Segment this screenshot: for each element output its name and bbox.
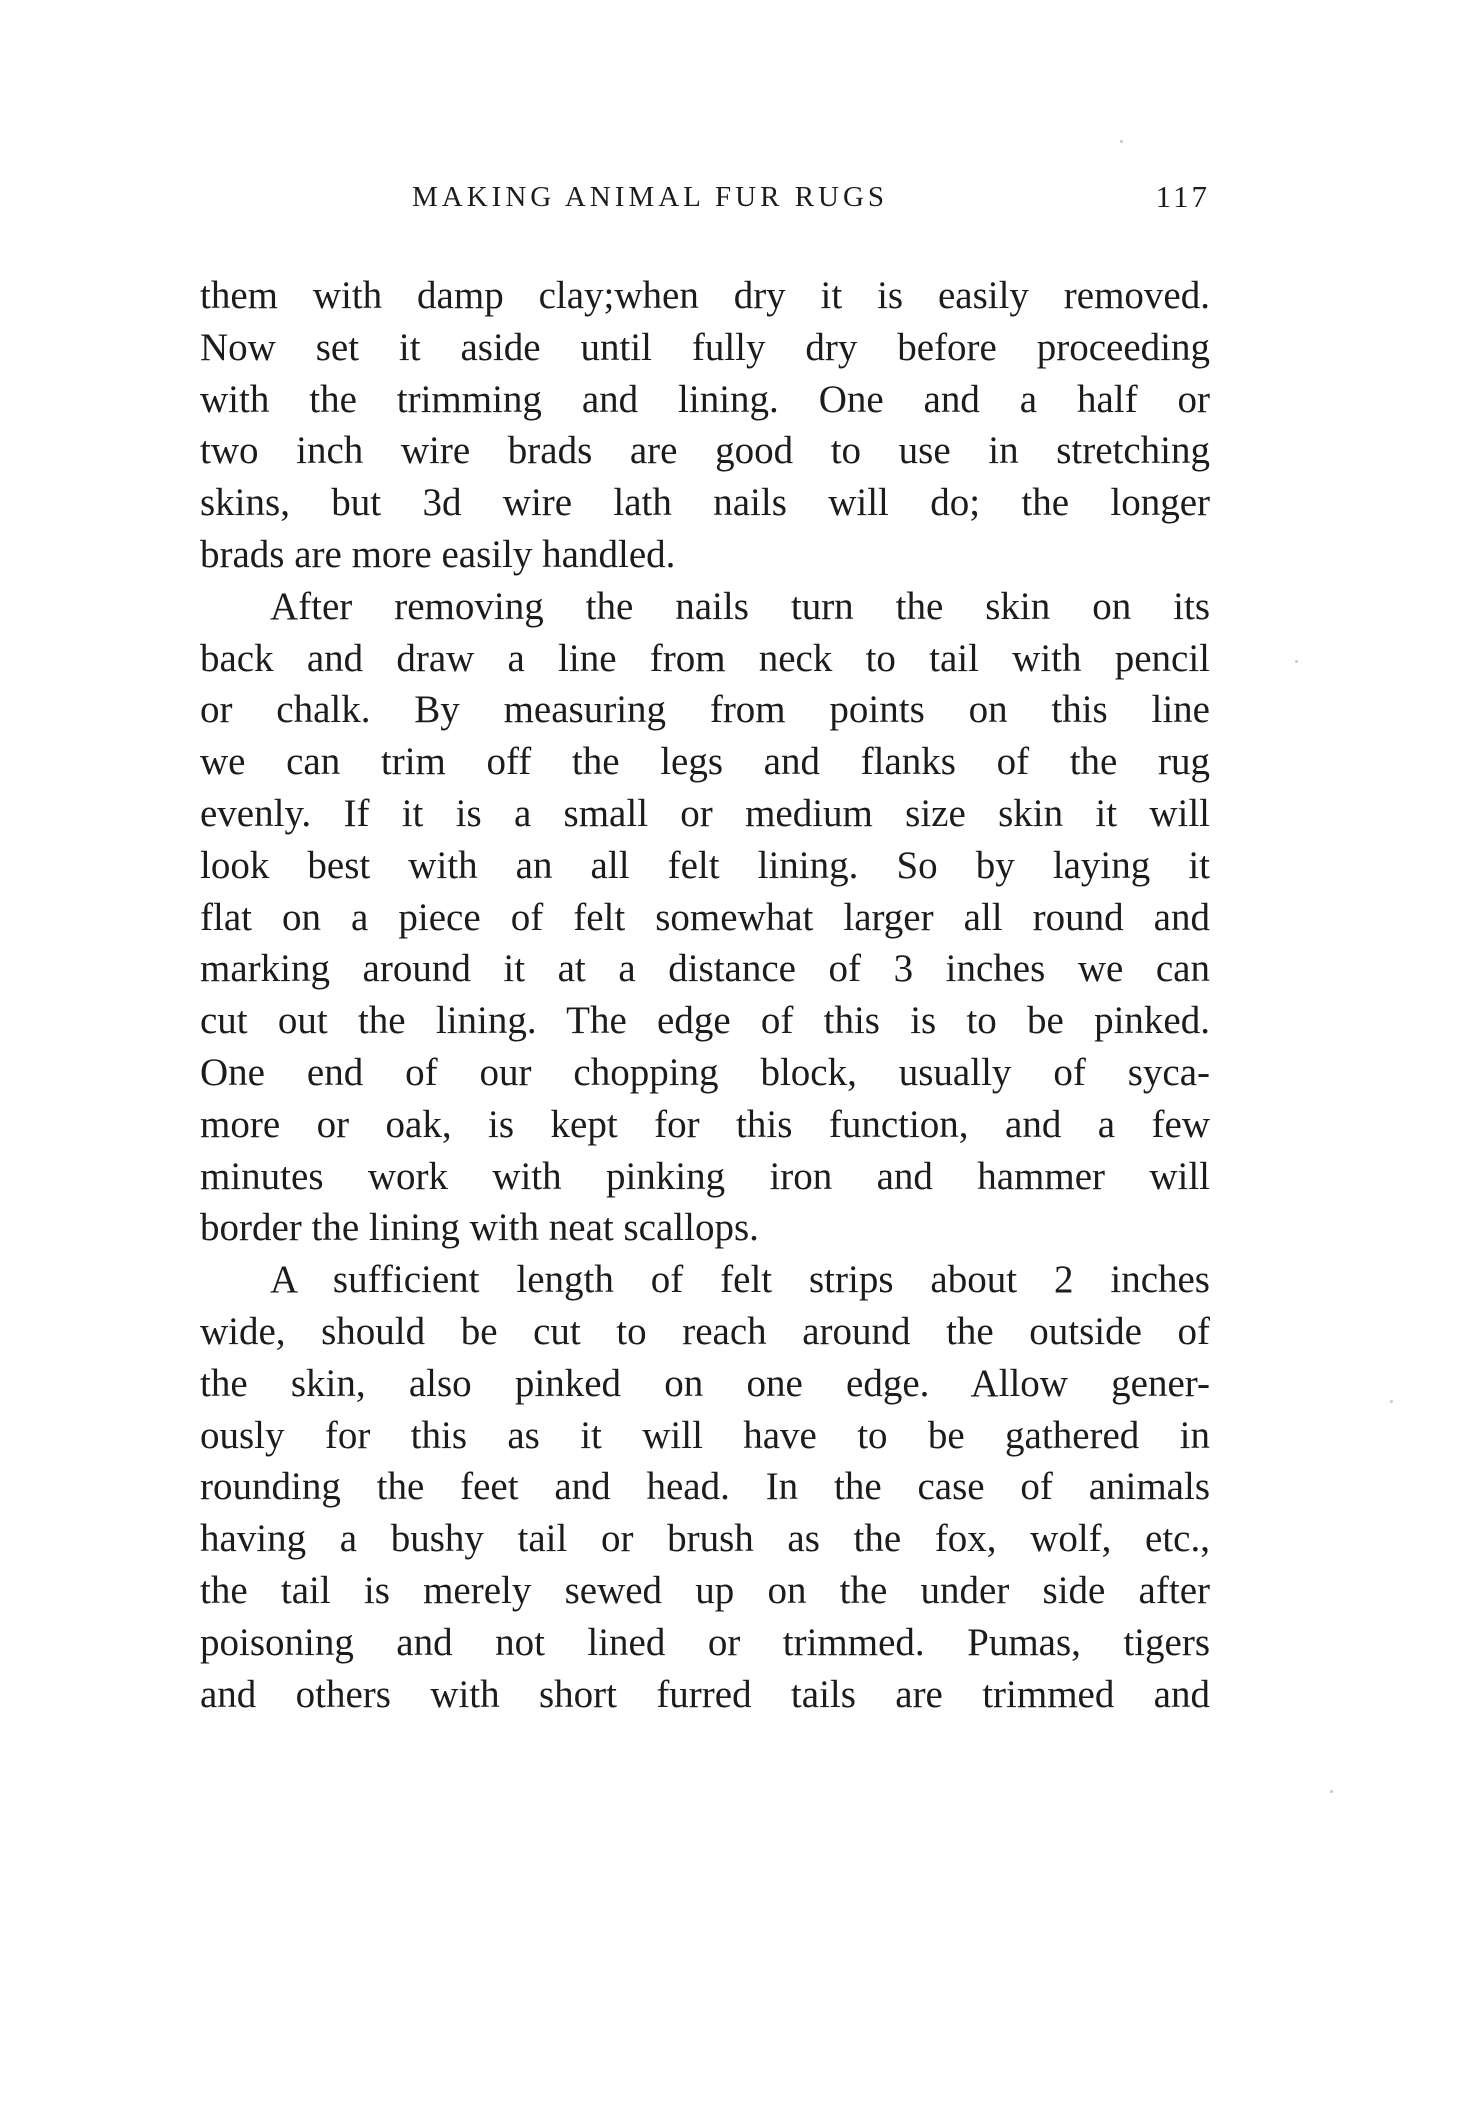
text-line: back and draw a line from neck to tail with pencil (200, 636, 1210, 680)
text-line: we can trim off the legs and flanks of the rug (200, 740, 1210, 784)
text-line: A sufficient length of felt strips about 2 inches (270, 1258, 1210, 1302)
text-line: with the trimming and lining. One and a half or (200, 377, 1210, 421)
text-line: brads are more easily handled. (200, 532, 676, 576)
text-line: or chalk. By measuring from points on this line (200, 688, 1210, 732)
paragraph-2 (200, 581, 1210, 1254)
text-line: the skin, also pinked on one edge. Allow gener- (200, 1361, 1210, 1405)
text-line: minutes work with pinking iron and hammer will (200, 1154, 1210, 1198)
running-title: MAKING ANIMAL FUR RUGS (412, 181, 889, 213)
page-number: 117 (1155, 179, 1210, 214)
text-line: border the lining with neat scallops. (200, 1206, 759, 1250)
paper-speck (1295, 660, 1298, 663)
text-line: After removing the nails turn the skin on its (270, 584, 1210, 628)
text-line: skins, but 3d wire lath nails will do; the longer (200, 481, 1210, 525)
running-head (200, 172, 1210, 222)
text-line: marking around it at a distance of 3 inches we can (200, 947, 1210, 991)
text-line: One end of our chopping block, usually of syca- (200, 1050, 1210, 1094)
paragraph-3 (200, 1254, 1210, 1720)
text-line: the tail is merely sewed up on the under side after (200, 1568, 1210, 1612)
text-line: and others with short furred tails are trimmed and (200, 1672, 1210, 1716)
paper-speck (1120, 140, 1123, 143)
paper-speck (1330, 1790, 1333, 1793)
text-line: cut out the lining. The edge of this is to be pinked. (200, 999, 1210, 1043)
text-line: more or oak, is kept for this function, and a few (200, 1102, 1210, 1146)
text-line: having a bushy tail or brush as the fox, wolf, etc., (200, 1517, 1210, 1561)
paragraph-1 (200, 270, 1210, 581)
text-line: two inch wire brads are good to use in stretching (200, 429, 1210, 473)
text-line: poisoning and not lined or trimmed. Pumas, tigers (200, 1620, 1210, 1664)
text-line: Now set it aside until fully dry before proceeding (200, 325, 1210, 369)
paper-speck (1390, 1400, 1393, 1403)
text-line: evenly. If it is a small or medium size skin it will (200, 791, 1210, 835)
text-line: rounding the feet and head. In the case of animals (200, 1465, 1210, 1509)
body-text (200, 270, 1210, 1720)
text-line: look best with an all felt lining. So by laying it (200, 843, 1210, 887)
text-line: them with damp clay;when dry it is easily removed. (200, 274, 1210, 317)
text-line: ously for this as it will have to be gathered in (200, 1413, 1210, 1457)
text-line: flat on a piece of felt somewhat larger all round and (200, 895, 1210, 939)
text-line: wide, should be cut to reach around the outside of (200, 1309, 1210, 1353)
